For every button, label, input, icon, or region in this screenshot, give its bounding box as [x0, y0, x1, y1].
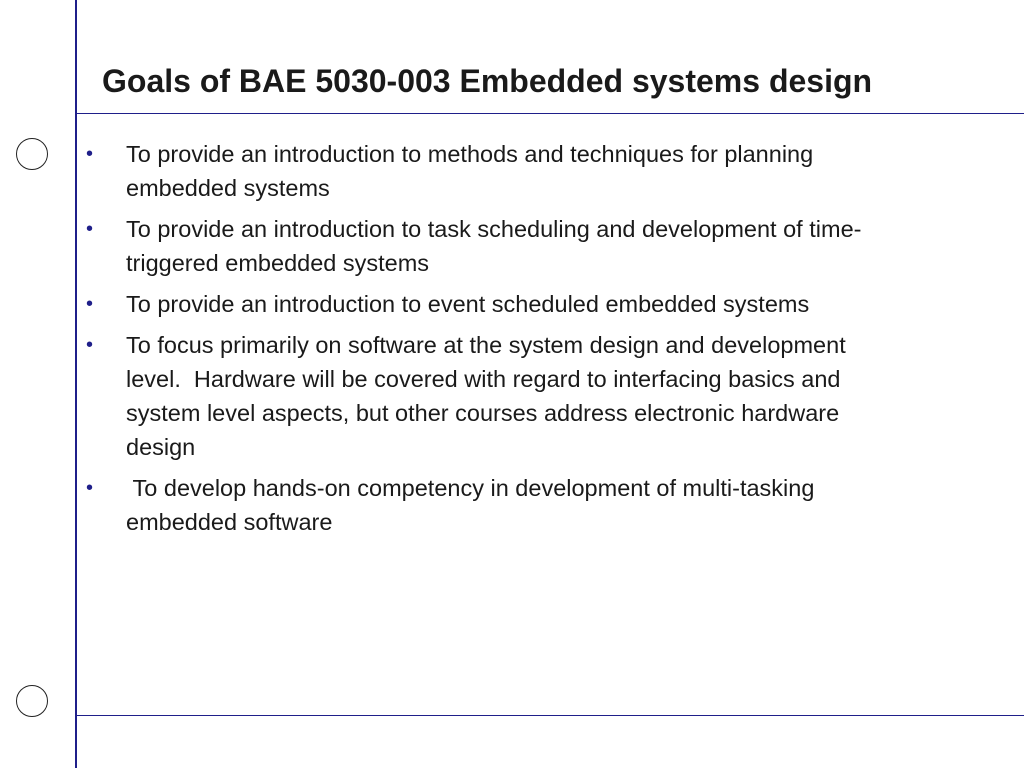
bullet-icon: • [86, 218, 94, 240]
slide-title: Goals of BAE 5030-003 Embedded systems design [102, 63, 873, 99]
bullet-text: To develop hands-on competency in development of multi-tasking embedded software [126, 475, 821, 535]
binder-hole-icon [16, 138, 48, 170]
footer-rule [76, 715, 1024, 716]
title-rule [76, 113, 1024, 114]
bullet-list [84, 137, 884, 546]
bullet-icon: • [86, 143, 94, 165]
bullet-item [84, 328, 884, 464]
bullet-icon: • [86, 334, 94, 356]
bullet-item [84, 471, 884, 539]
bullet-text: To provide an introduction to task scheduling and development of time-triggered embedded systems [126, 216, 862, 276]
bullet-icon: • [86, 477, 94, 499]
bullet-text: To focus primarily on software at the system design and development level. Hardware will be covered with regard to interfacing basics and system level aspects, but other courses address electronic hardware design [126, 332, 853, 460]
bullet-item [84, 212, 884, 280]
binder-hole-icon [16, 685, 48, 717]
margin-rule-vertical [75, 0, 77, 768]
bullet-text: To provide an introduction to event scheduled embedded systems [126, 291, 810, 317]
bullet-item [84, 287, 884, 321]
bullet-text: To provide an introduction to methods and techniques for planning embedded systems [126, 141, 820, 201]
bullet-item [84, 137, 884, 205]
bullet-icon: • [86, 293, 94, 315]
